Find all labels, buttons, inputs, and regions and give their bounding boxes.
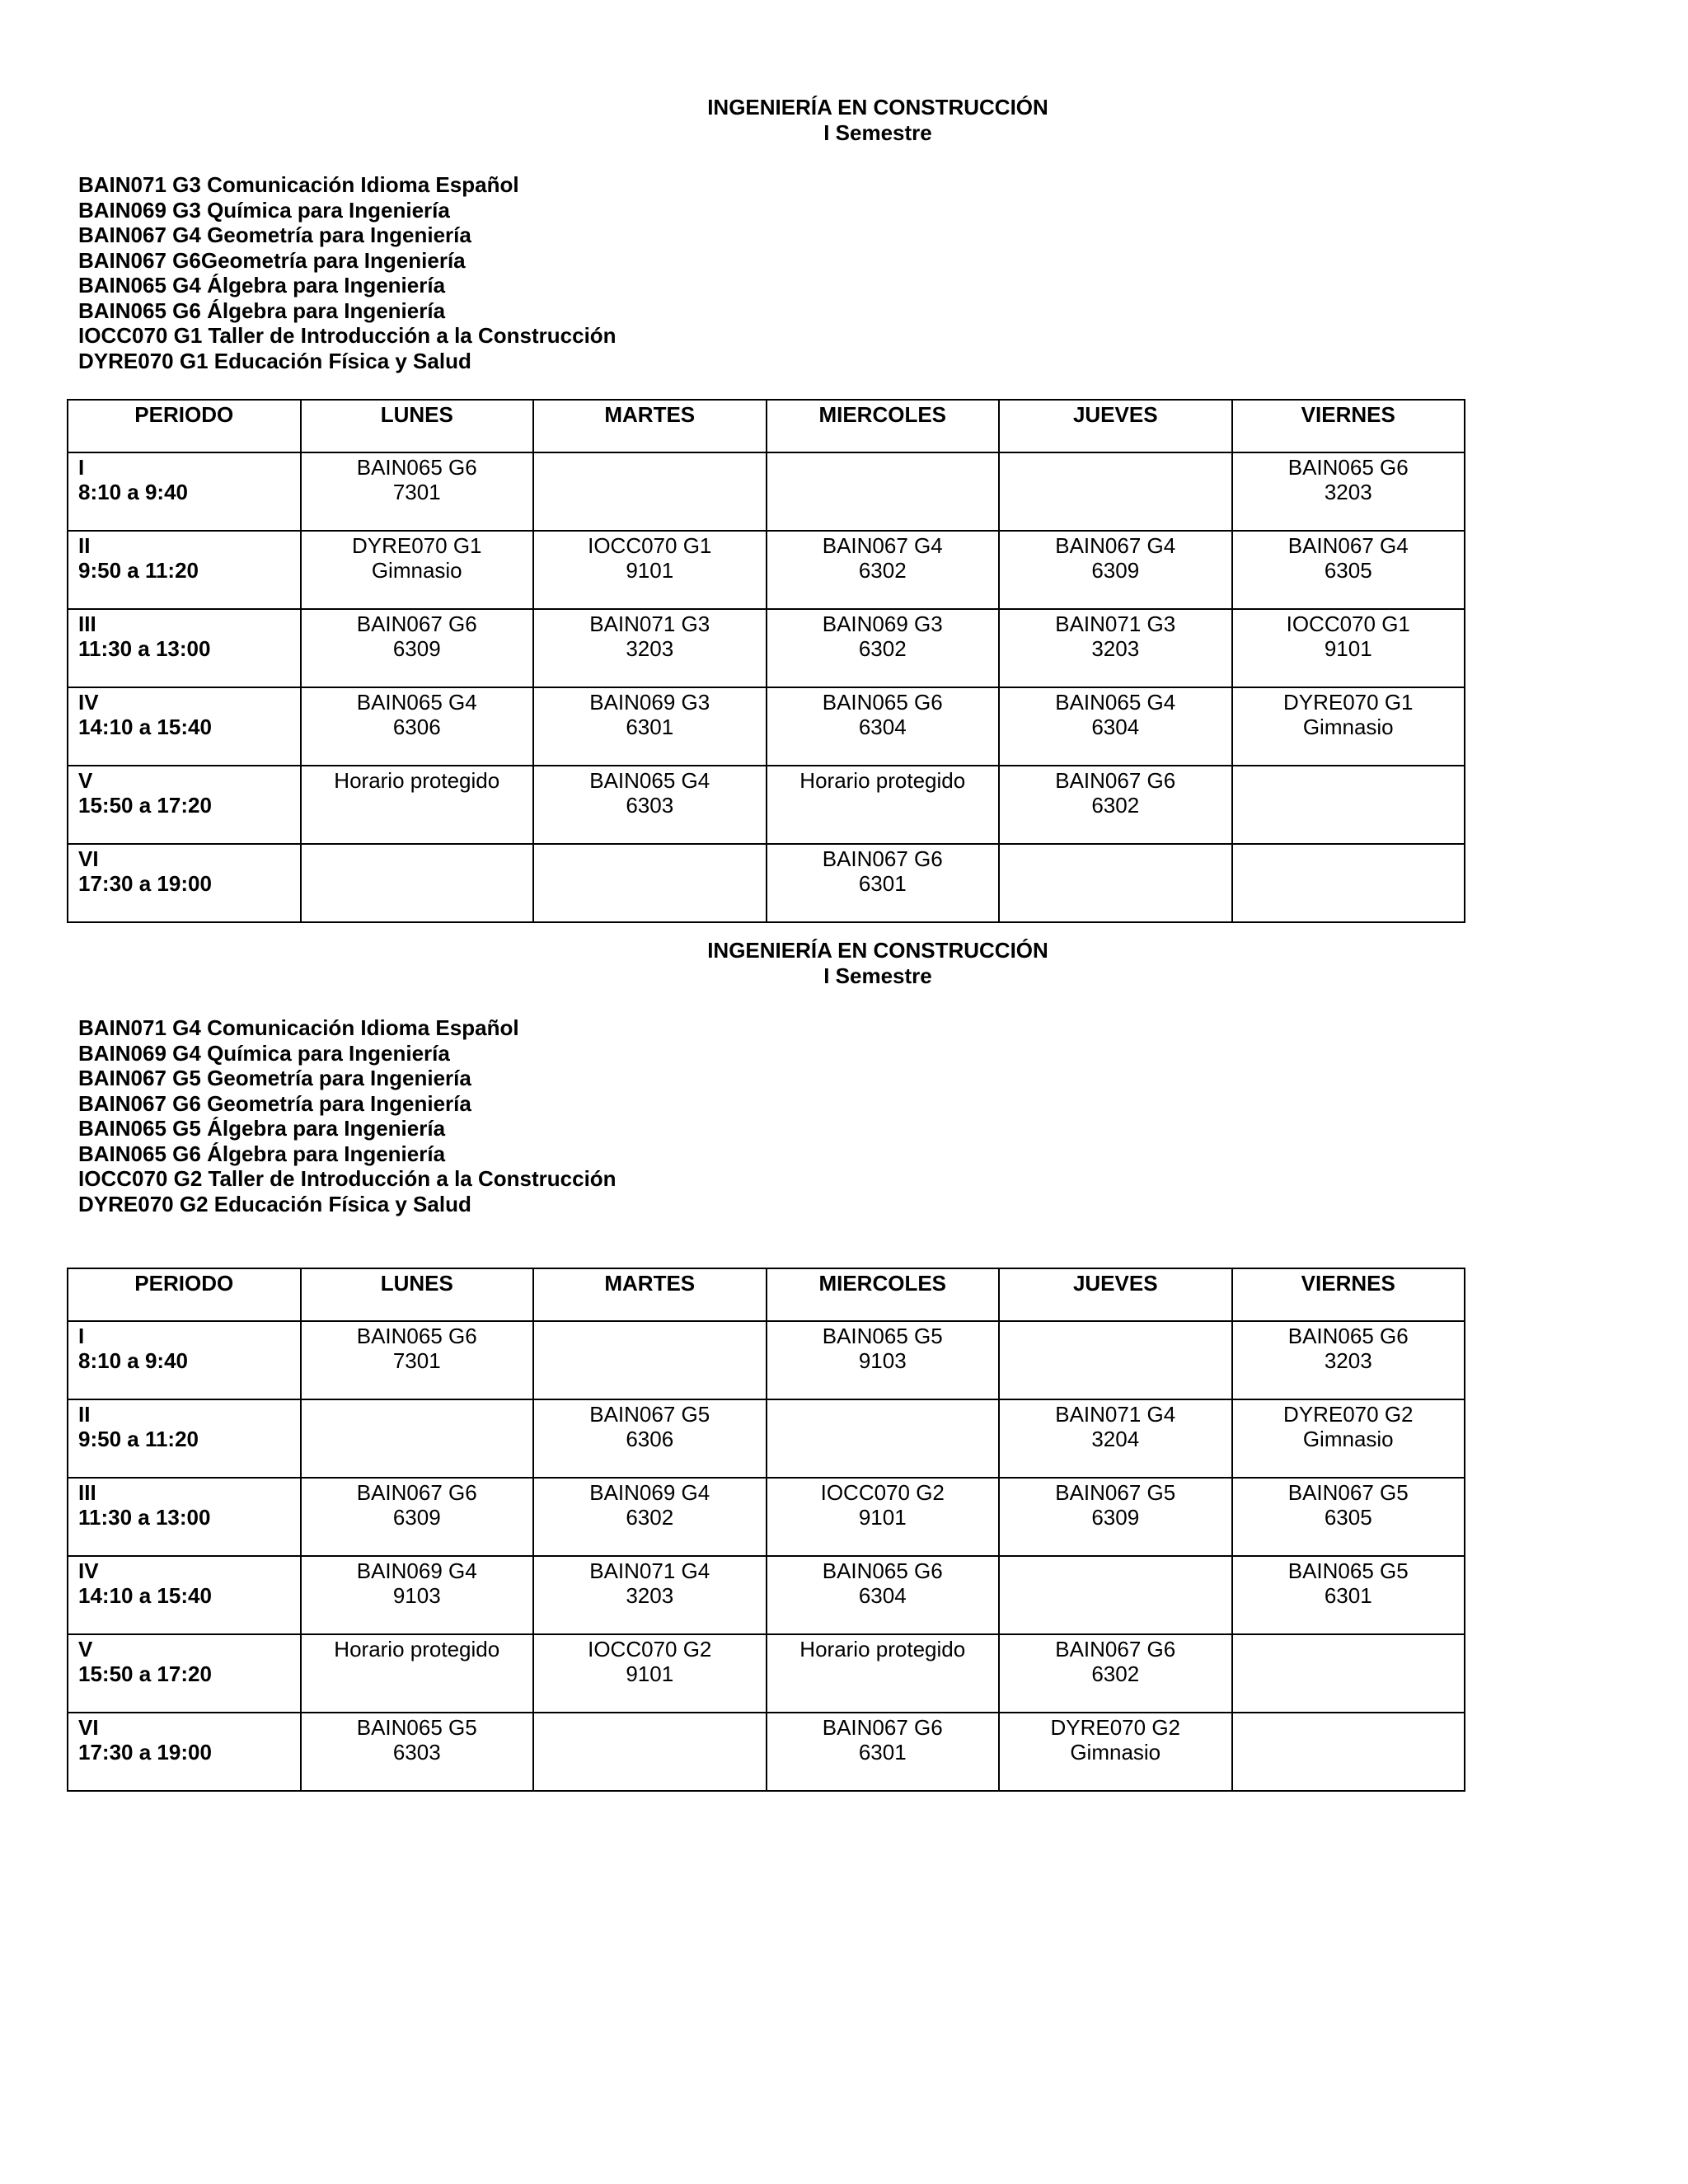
- course-code: BAIN071 G4: [1055, 1402, 1176, 1427]
- room: 6309: [392, 1505, 441, 1530]
- schedule-cell: [767, 1478, 1000, 1556]
- room: 6304: [1091, 715, 1140, 739]
- course-item: BAIN067 G4 Geometría para Ingeniería: [78, 223, 471, 247]
- schedule-cell: [301, 609, 534, 687]
- room: 6301: [858, 1740, 907, 1765]
- column-header-viernes: VIERNES: [1232, 1268, 1465, 1321]
- schedule-cell: [767, 766, 1000, 844]
- period-cell: [68, 531, 301, 609]
- course-code: BAIN067 G6: [1055, 768, 1176, 793]
- schedule-table: [67, 1268, 1465, 1792]
- course-code: BAIN065 G6: [822, 690, 943, 715]
- room: 6301: [1324, 1583, 1372, 1608]
- schedule-cell: [301, 1713, 534, 1791]
- course-code: BAIN067 G6: [822, 846, 943, 871]
- table-row: [68, 1634, 1465, 1713]
- period-number: II: [78, 533, 91, 558]
- course-item: BAIN069 G3 Química para Ingeniería: [78, 197, 450, 223]
- column-header-viernes: VIERNES: [1232, 400, 1465, 452]
- period-cell: [68, 609, 301, 687]
- schedule-cell: [301, 1321, 534, 1399]
- period-number: III: [78, 612, 96, 636]
- room: 6306: [626, 1427, 674, 1451]
- schedule-cell: [767, 1713, 1000, 1791]
- course-code: BAIN069 G3: [589, 690, 710, 715]
- course-code: BAIN065 G6: [1287, 1324, 1409, 1348]
- schedule-cell: [767, 531, 1000, 609]
- course-item: BAIN069 G4 Química para Ingeniería: [78, 1040, 450, 1066]
- period-number: V: [78, 768, 93, 793]
- schedule-table: [67, 399, 1465, 923]
- course-code: BAIN067 G6: [356, 1480, 477, 1505]
- course-code: Horario protegido: [334, 768, 500, 793]
- room: 6303: [626, 793, 674, 818]
- schedule-cell: [767, 687, 1000, 766]
- course-item: BAIN067 G5 Geometría para Ingeniería: [78, 1066, 471, 1090]
- course-code: BAIN065 G5: [1287, 1558, 1409, 1583]
- schedule-cell: [301, 844, 534, 922]
- period-number: IV: [78, 1558, 99, 1583]
- period-time: 15:50 a 17:20: [78, 1661, 212, 1686]
- course-code: IOCC070 G1: [1286, 612, 1410, 636]
- schedule-cell: [533, 1478, 767, 1556]
- period-time: 14:10 a 15:40: [78, 1583, 212, 1608]
- period-number: III: [78, 1480, 96, 1505]
- course-code: BAIN067 G6: [1055, 1637, 1176, 1661]
- room: 3203: [1324, 1348, 1372, 1373]
- period-cell: [68, 1399, 301, 1478]
- room: 6302: [1091, 793, 1140, 818]
- period-cell: [68, 1634, 301, 1713]
- column-header-jueves: JUEVES: [999, 400, 1232, 452]
- room: 7301: [392, 480, 441, 504]
- course-item: BAIN067 G6 Geometría para Ingeniería: [78, 1090, 471, 1116]
- room: 6305: [1324, 558, 1372, 583]
- schedule-cell: [1232, 1399, 1465, 1478]
- room: 9101: [626, 1661, 674, 1686]
- period-time: 14:10 a 15:40: [78, 715, 212, 739]
- period-cell: [68, 1713, 301, 1791]
- semester-label: I Semestre: [823, 963, 932, 988]
- course-item: BAIN065 G5 Álgebra para Ingeniería: [78, 1116, 446, 1141]
- schedule-cell: [1232, 609, 1465, 687]
- period-time: 11:30 a 13:00: [78, 636, 211, 661]
- course-code: BAIN065 G4: [356, 690, 477, 715]
- room: 7301: [392, 1348, 441, 1373]
- course-code: BAIN067 G4: [1055, 533, 1176, 558]
- course-list: [78, 1015, 617, 1216]
- table-row: [68, 531, 1465, 609]
- schedule-cell: [999, 687, 1232, 766]
- room: 6305: [1324, 1505, 1372, 1530]
- course-code: IOCC070 G1: [588, 533, 712, 558]
- period-time: 9:50 a 11:20: [78, 558, 199, 583]
- schedule-cell: [301, 687, 534, 766]
- header-row: [68, 1268, 1465, 1321]
- course-code: BAIN065 G6: [1287, 455, 1409, 480]
- schedule-cell: [533, 609, 767, 687]
- period-time: 17:30 a 19:00: [78, 1740, 212, 1765]
- schedule-cell: [1232, 766, 1465, 844]
- schedule-cell: [533, 687, 767, 766]
- course-item: BAIN065 G4 Álgebra para Ingeniería: [78, 273, 446, 298]
- room: 9101: [858, 1505, 907, 1530]
- period-number: II: [78, 1402, 91, 1427]
- schedule-cell: [999, 1478, 1232, 1556]
- schedule-cell: [533, 452, 767, 531]
- room: 6301: [626, 715, 674, 739]
- room: 6309: [1091, 558, 1140, 583]
- column-header-martes: MARTES: [533, 1268, 767, 1321]
- column-header-martes: MARTES: [533, 400, 767, 452]
- schedule-cell: [1232, 1556, 1465, 1634]
- course-code: BAIN071 G3: [1055, 612, 1176, 636]
- period-cell: [68, 1556, 301, 1634]
- schedule-cell: [999, 531, 1232, 609]
- room: 3204: [1091, 1427, 1140, 1451]
- period-cell: [68, 844, 301, 922]
- course-code: BAIN067 G4: [822, 533, 943, 558]
- table-row: [68, 844, 1465, 922]
- room: 9103: [858, 1348, 907, 1373]
- schedule-cell: [533, 1399, 767, 1478]
- period-time: 11:30 a 13:00: [78, 1505, 211, 1530]
- course-item: IOCC070 G2 Taller de Introducción a la Construcción: [78, 1166, 617, 1191]
- course-code: BAIN069 G4: [589, 1480, 710, 1505]
- period-number: I: [78, 455, 85, 480]
- table-row: [68, 687, 1465, 766]
- schedule-cell: [1232, 1478, 1465, 1556]
- schedule-cell: [533, 1321, 767, 1399]
- schedule-cell: [999, 1321, 1232, 1399]
- course-code: BAIN065 G5: [822, 1324, 943, 1348]
- schedule-cell: [767, 1634, 1000, 1713]
- schedule-cell: [1232, 1634, 1465, 1713]
- course-code: BAIN067 G6: [822, 1715, 943, 1740]
- schedule-cell: [301, 1478, 534, 1556]
- column-header-miercoles: MIERCOLES: [767, 400, 1000, 452]
- period-time: 17:30 a 19:00: [78, 871, 212, 896]
- room: 3203: [626, 1583, 674, 1608]
- course-code: BAIN069 G4: [356, 1558, 477, 1583]
- schedule-title: [0, 938, 1688, 989]
- semester-label: I Semestre: [823, 120, 932, 145]
- program-title: INGENIERÍA EN CONSTRUCCIÓN: [707, 95, 1048, 120]
- course-code: BAIN067 G5: [1055, 1480, 1176, 1505]
- schedule-cell: [767, 1399, 1000, 1478]
- period-number: VI: [78, 1715, 99, 1740]
- course-code: DYRE070 G1: [1282, 690, 1414, 715]
- program-title: INGENIERÍA EN CONSTRUCCIÓN: [707, 938, 1048, 963]
- room: 6304: [858, 715, 907, 739]
- schedule-cell: [999, 1556, 1232, 1634]
- schedule-cell: [999, 766, 1232, 844]
- room: 6302: [1091, 1661, 1140, 1686]
- schedule-cell: [301, 1556, 534, 1634]
- course-code: BAIN069 G3: [822, 612, 943, 636]
- column-header-lunes: LUNES: [301, 400, 534, 452]
- schedule-title: [0, 95, 1688, 146]
- course-code: BAIN071 G4: [589, 1558, 710, 1583]
- column-header-jueves: JUEVES: [999, 1268, 1232, 1321]
- period-time: 15:50 a 17:20: [78, 793, 212, 818]
- table-row: [68, 609, 1465, 687]
- course-code: DYRE070 G2: [1282, 1402, 1414, 1427]
- room: Gimnasio: [1070, 1740, 1161, 1765]
- course-list: [78, 172, 617, 373]
- room: 3203: [1324, 480, 1372, 504]
- period-cell: [68, 452, 301, 531]
- schedule-cell: [1232, 531, 1465, 609]
- schedule-cell: [301, 766, 534, 844]
- schedule-cell: [1232, 687, 1465, 766]
- room: 6302: [858, 636, 907, 661]
- schedule-cell: [301, 531, 534, 609]
- course-code: BAIN067 G5: [589, 1402, 710, 1427]
- column-header-periodo: PERIODO: [68, 1268, 301, 1321]
- period-number: IV: [78, 690, 99, 715]
- period-number: I: [78, 1324, 85, 1348]
- schedule-cell: [767, 1556, 1000, 1634]
- schedule-cell: [533, 1556, 767, 1634]
- schedule-cell: [999, 1634, 1232, 1713]
- schedule-cell: [533, 766, 767, 844]
- table-row: [68, 1478, 1465, 1556]
- room: 6303: [392, 1740, 441, 1765]
- schedule-cell: [301, 1634, 534, 1713]
- room: 3203: [626, 636, 674, 661]
- course-code: BAIN065 G6: [822, 1558, 943, 1583]
- period-time: 9:50 a 11:20: [78, 1427, 199, 1451]
- schedule-cell: [999, 844, 1232, 922]
- schedule-cell: [533, 1713, 767, 1791]
- room: 6302: [858, 558, 907, 583]
- schedule-cell: [533, 844, 767, 922]
- schedule-cell: [999, 1713, 1232, 1791]
- header-row: [68, 400, 1465, 452]
- period-cell: [68, 766, 301, 844]
- room: 6309: [1091, 1505, 1140, 1530]
- course-item: BAIN071 G3 Comunicación Idioma Español: [78, 172, 519, 197]
- period-time: 8:10 a 9:40: [78, 480, 188, 504]
- schedule-cell: [1232, 1713, 1465, 1791]
- table-row: [68, 1556, 1465, 1634]
- table-row: [68, 1321, 1465, 1399]
- course-code: IOCC070 G2: [820, 1480, 945, 1505]
- schedule-cell: [767, 1321, 1000, 1399]
- schedule-cell: [301, 1399, 534, 1478]
- course-code: DYRE070 G1: [351, 533, 482, 558]
- course-item: IOCC070 G1 Taller de Introducción a la Construcción: [78, 323, 617, 348]
- table-row: [68, 452, 1465, 531]
- room: Gimnasio: [1302, 715, 1394, 739]
- room: 6304: [858, 1583, 907, 1608]
- room: 3203: [1091, 636, 1140, 661]
- table-row: [68, 1713, 1465, 1791]
- course-code: DYRE070 G2: [1050, 1715, 1181, 1740]
- room: 9101: [626, 558, 674, 583]
- course-code: IOCC070 G2: [588, 1637, 712, 1661]
- room: 6306: [392, 715, 441, 739]
- course-item: DYRE070 G1 Educación Física y Salud: [78, 348, 471, 373]
- course-code: BAIN065 G5: [356, 1715, 477, 1740]
- course-code: BAIN067 G5: [1287, 1480, 1409, 1505]
- schedule-cell: [1232, 844, 1465, 922]
- course-code: BAIN065 G6: [356, 1324, 477, 1348]
- course-code: BAIN065 G4: [589, 768, 710, 793]
- course-item: BAIN071 G4 Comunicación Idioma Español: [78, 1015, 519, 1040]
- table-row: [68, 766, 1465, 844]
- course-code: Horario protegido: [799, 768, 966, 793]
- course-code: BAIN065 G6: [356, 455, 477, 480]
- period-time: 8:10 a 9:40: [78, 1348, 188, 1373]
- course-item: BAIN067 G6Geometría para Ingeniería: [78, 247, 466, 273]
- room: 6309: [392, 636, 441, 661]
- period-cell: [68, 687, 301, 766]
- period-number: VI: [78, 846, 99, 871]
- course-code: BAIN067 G6: [356, 612, 477, 636]
- period-number: V: [78, 1637, 93, 1661]
- room: Gimnasio: [1302, 1427, 1394, 1451]
- course-code: Horario protegido: [334, 1637, 500, 1661]
- course-code: BAIN067 G4: [1287, 533, 1409, 558]
- schedule-cell: [767, 844, 1000, 922]
- column-header-miercoles: MIERCOLES: [767, 1268, 1000, 1321]
- course-code: Horario protegido: [799, 1637, 966, 1661]
- schedule-cell: [767, 609, 1000, 687]
- column-header-lunes: LUNES: [301, 1268, 534, 1321]
- schedule-cell: [1232, 1321, 1465, 1399]
- column-header-periodo: PERIODO: [68, 400, 301, 452]
- room: 9103: [392, 1583, 441, 1608]
- schedule-cell: [1232, 452, 1465, 531]
- room: 9101: [1324, 636, 1372, 661]
- course-item: DYRE070 G2 Educación Física y Salud: [78, 1191, 471, 1216]
- schedule-cell: [533, 531, 767, 609]
- room: 6302: [626, 1505, 674, 1530]
- schedule-cell: [999, 452, 1232, 531]
- schedule-cell: [533, 1634, 767, 1713]
- room: Gimnasio: [371, 558, 462, 583]
- course-code: BAIN071 G3: [589, 612, 710, 636]
- schedule-cell: [767, 452, 1000, 531]
- period-cell: [68, 1478, 301, 1556]
- table-row: [68, 1399, 1465, 1478]
- course-item: BAIN065 G6 Álgebra para Ingeniería: [78, 298, 446, 323]
- period-cell: [68, 1321, 301, 1399]
- course-item: BAIN065 G6 Álgebra para Ingeniería: [78, 1141, 446, 1166]
- room: 6301: [858, 871, 907, 896]
- schedule-cell: [301, 452, 534, 531]
- schedule-cell: [999, 1399, 1232, 1478]
- schedule-cell: [999, 609, 1232, 687]
- course-code: BAIN065 G4: [1055, 690, 1176, 715]
